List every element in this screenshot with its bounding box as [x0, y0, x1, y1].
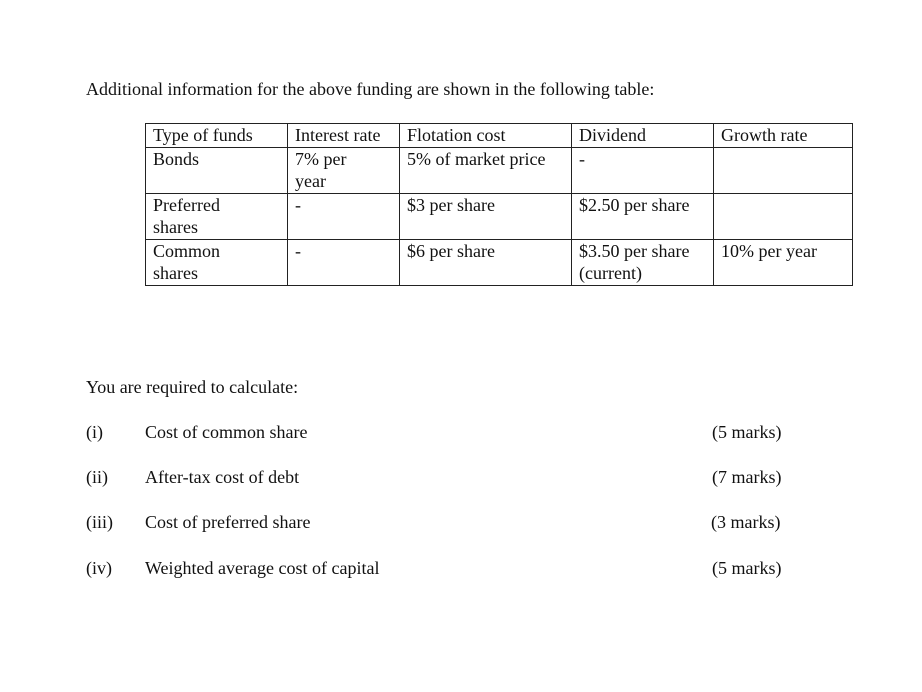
- table-header-row: [146, 124, 853, 148]
- question-number: (i): [86, 422, 103, 442]
- cell-type: Common shares: [146, 240, 288, 286]
- cell-type: Preferred shares: [146, 194, 288, 240]
- cell-flotation: $6 per share: [400, 240, 572, 286]
- cell-interest: -: [288, 194, 400, 240]
- cell-growth: 10% per year: [714, 240, 853, 286]
- question-number: (iii): [86, 512, 113, 532]
- cell-dividend: $3.50 per share (current): [572, 240, 714, 286]
- question-item: [0, 511, 922, 535]
- header-interest-rate: Interest rate: [288, 124, 400, 148]
- question-item: [0, 421, 922, 445]
- cell-flotation: $3 per share: [400, 194, 572, 240]
- question-text: Cost of preferred share: [145, 512, 311, 532]
- table-row-common: [146, 240, 853, 286]
- cell-interest: 7% per year: [288, 148, 400, 194]
- header-growth-rate: Growth rate: [714, 124, 853, 148]
- header-dividend: Dividend: [572, 124, 714, 148]
- question-text: Cost of common share: [145, 422, 308, 442]
- question-text: After-tax cost of debt: [145, 467, 300, 487]
- cell-dividend: $2.50 per share: [572, 194, 714, 240]
- question-item: [0, 466, 922, 490]
- question-marks: (5 marks): [712, 558, 782, 578]
- cell-dividend: -: [572, 148, 714, 194]
- funding-table: [145, 123, 853, 286]
- question-marks: (7 marks): [712, 467, 782, 487]
- question-item: [0, 557, 922, 581]
- intro-text: Additional information for the above funding are shown in the following table:: [86, 79, 655, 99]
- question-marks: (5 marks): [712, 422, 782, 442]
- required-intro: You are required to calculate:: [86, 377, 299, 397]
- cell-growth: [714, 194, 853, 240]
- question-number: (ii): [86, 467, 108, 487]
- question-number: (iv): [86, 558, 112, 578]
- table-row-preferred: [146, 194, 853, 240]
- cell-type: Bonds: [146, 148, 288, 194]
- cell-growth: [714, 148, 853, 194]
- header-type-of-funds: Type of funds: [146, 124, 288, 148]
- header-flotation-cost: Flotation cost: [400, 124, 572, 148]
- cell-interest: -: [288, 240, 400, 286]
- question-text: Weighted average cost of capital: [145, 558, 380, 578]
- table-row-bonds: [146, 148, 853, 194]
- question-marks: (3 marks): [711, 512, 781, 532]
- cell-flotation: 5% of market price: [400, 148, 572, 194]
